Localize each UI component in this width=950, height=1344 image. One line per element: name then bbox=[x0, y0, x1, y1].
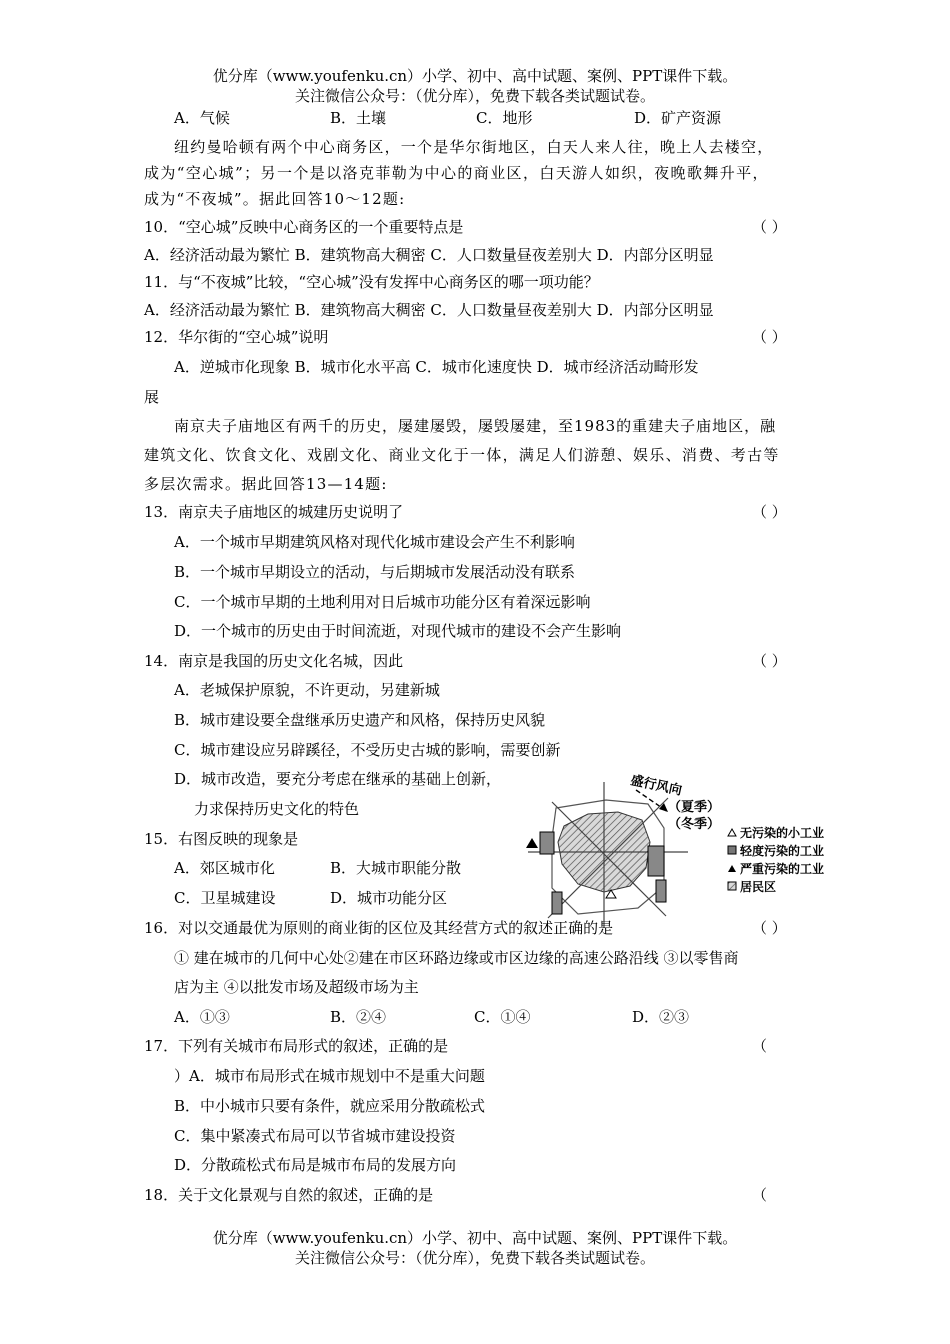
q12-stem: 12．华尔街的“空心城”说明 bbox=[144, 328, 329, 346]
q15-option-c: C．卫星城建设 bbox=[174, 889, 276, 907]
q16-option-c: C．①④ bbox=[474, 1008, 531, 1026]
q14-option-b: B．城市建设要全盘继承历史遗产和风格，保持历史风貌 bbox=[174, 711, 546, 729]
q16-statements-line1: ① 建在城市的几何中心处②建在市区环路边缘或市区边缘的高速公路沿线 ③以零售商 bbox=[174, 949, 739, 967]
light-pollution-industry-east bbox=[648, 846, 664, 876]
winter-label: （冬季） bbox=[668, 817, 721, 832]
q18-stem: 18．关于文化景观与自然的叙述，正确的是 bbox=[144, 1186, 434, 1204]
city-layout-figure bbox=[518, 768, 848, 940]
legend-no-pollution: 无污染的小工业 bbox=[740, 826, 825, 840]
legend bbox=[728, 825, 824, 894]
q18-answer-bracket: （ bbox=[752, 1186, 768, 1204]
q17-option-a: ）A．城市布局形式在城市规划中不是重大问题 bbox=[174, 1067, 485, 1085]
passage2-line1: 南京夫子庙地区有两千的历史，屡建屡毁，屡毁屡建，至1983的重建夫子庙地区，融 bbox=[174, 417, 777, 435]
light-pollution-industry-south bbox=[552, 892, 562, 914]
q9-option-b: B．土壤 bbox=[330, 109, 387, 127]
page-footer-line2: 关注微信公众号：（优分库），免费下载各类试题试卷。 bbox=[294, 1249, 655, 1267]
q13-stem: 13．南京夫子庙地区的城建历史说明了 bbox=[144, 503, 404, 521]
q9-option-d: D．矿产资源 bbox=[634, 109, 722, 127]
summer-label: （夏季） bbox=[668, 800, 721, 815]
q14-option-d-cont: 力求保持历史文化的特色 bbox=[194, 800, 360, 818]
legend-residential: 居民区 bbox=[740, 880, 777, 894]
q10-answer-bracket: （ ） bbox=[752, 218, 787, 236]
q15-option-d: D．城市功能分区 bbox=[330, 889, 448, 907]
severe-pollution-marker bbox=[526, 838, 538, 848]
q13-option-b: B．一个城市早期设立的活动，与后期城市发展活动没有联系 bbox=[174, 563, 576, 581]
page-header-line1: 优分库（www.youfenku.cn）小学、初中、高中试题、案例、PPT课件下载。 bbox=[212, 67, 738, 85]
legend-light-pollution: 轻度污染的工业 bbox=[740, 844, 825, 858]
q14-stem: 14．南京是我国的历史文化名城，因此 bbox=[144, 652, 404, 670]
light-pollution-industry-southeast bbox=[656, 880, 666, 902]
passage2-line2: 建筑文化、饮食文化、戏剧文化、商业文化于一体，满足人们游憩、娱乐、消费、考古等 bbox=[144, 446, 780, 464]
q14-option-d: D．城市改造，要充分考虑在继承的基础上创新， bbox=[174, 770, 502, 788]
legend-severe-pollution-icon bbox=[728, 865, 736, 872]
q12-options-cont: 展 bbox=[144, 388, 160, 406]
q16-option-d: D．②③ bbox=[632, 1008, 690, 1026]
q13-option-a: A．一个城市早期建筑风格对现代化城市建设会产生不利影响 bbox=[174, 533, 575, 551]
q12-options: A．逆城市化现象 B．城市化水平高 C．城市化速度快 D．城市经济活动畸形发 bbox=[174, 358, 699, 376]
legend-no-pollution-icon bbox=[728, 829, 736, 836]
q17-option-c: C．集中紧凑式布局可以节省城市建设投资 bbox=[174, 1127, 456, 1145]
q15-option-b: B．大城市职能分散 bbox=[330, 859, 462, 877]
q17-stem: 17．下列有关城市布局形式的叙述，正确的是 bbox=[144, 1037, 449, 1055]
q16-answer-bracket: （ ） bbox=[752, 919, 787, 937]
q10-stem: 10．“空心城”反映中心商务区的一个重要特点是 bbox=[144, 218, 464, 236]
q15-option-a: A．郊区城市化 bbox=[174, 859, 275, 877]
legend-severe-pollution: 严重污染的工业 bbox=[740, 862, 825, 876]
q13-answer-bracket: （ ） bbox=[752, 503, 787, 521]
q14-option-c: C．城市建设应另辟蹊径，不受历史古城的影响，需要创新 bbox=[174, 741, 561, 759]
q9-option-a: A．气候 bbox=[174, 109, 230, 127]
q14-option-a: A．老城保护原貌，不许更动，另建新城 bbox=[174, 681, 440, 699]
q17-option-d: D．分散疏松式布局是城市布局的发展方向 bbox=[174, 1156, 457, 1174]
q11-options: A．经济活动最为繁忙 B．建筑物高大稠密 C．人口数量昼夜差别大 D．内部分区明显 bbox=[144, 301, 714, 319]
q13-option-d: D．一个城市的历史由于时间流逝，对现代城市的建设不会产生影响 bbox=[174, 622, 622, 640]
q17-answer-bracket: （ bbox=[752, 1037, 768, 1055]
passage1-line2: 成为“空心城”；另一个是以洛克菲勒为中心的商业区，白天游人如织，夜晚歌舞升平， bbox=[144, 164, 769, 182]
legend-light-pollution-icon bbox=[728, 846, 736, 854]
page-header-line2: 关注微信公众号：（优分库），免费下载各类试题试卷。 bbox=[294, 87, 655, 105]
q16-statements-line2: 店为主 ④以批发市场及超级市场为主 bbox=[174, 978, 419, 996]
q16-stem: 16．对以交通最优为原则的商业街的区位及其经营方式的叙述正确的是 bbox=[144, 919, 614, 937]
q13-option-c: C．一个城市早期的土地利用对日后城市功能分区有着深远影响 bbox=[174, 593, 591, 611]
q17-option-b: B．中小城市只要有条件，就应采用分散疏松式 bbox=[174, 1097, 486, 1115]
q15-stem: 15．右图反映的现象是 bbox=[144, 830, 299, 848]
legend-residential-icon bbox=[728, 882, 736, 890]
q14-answer-bracket: （ ） bbox=[752, 652, 787, 670]
q16-option-b: B．②④ bbox=[330, 1008, 387, 1026]
q11-stem: 11．与“不夜城”比较，“空心城”没有发挥中心商务区的哪一项功能？ bbox=[144, 273, 599, 291]
q9-option-c: C．地形 bbox=[476, 109, 533, 127]
q10-options: A．经济活动最为繁忙 B．建筑物高大稠密 C．人口数量昼夜差别大 D．内部分区明显 bbox=[144, 246, 714, 264]
q16-option-a: A．①③ bbox=[174, 1008, 230, 1026]
passage1-line3: 成为“不夜城”。据此回答10～12题: bbox=[144, 190, 406, 208]
page-footer-line1: 优分库（www.youfenku.cn）小学、初中、高中试题、案例、PPT课件下载。 bbox=[212, 1229, 738, 1247]
passage1-line1: 纽约曼哈顿有两个中心商务区，一个是华尔街地区，白天人来人往，晚上人去楼空， bbox=[174, 138, 774, 156]
light-pollution-industry-west bbox=[540, 832, 554, 854]
q12-answer-bracket: （ ） bbox=[752, 328, 787, 346]
wind-direction-label: 盛行风向 bbox=[629, 773, 684, 799]
passage2-line3: 多层次需求。据此回答13—14题: bbox=[144, 475, 388, 493]
